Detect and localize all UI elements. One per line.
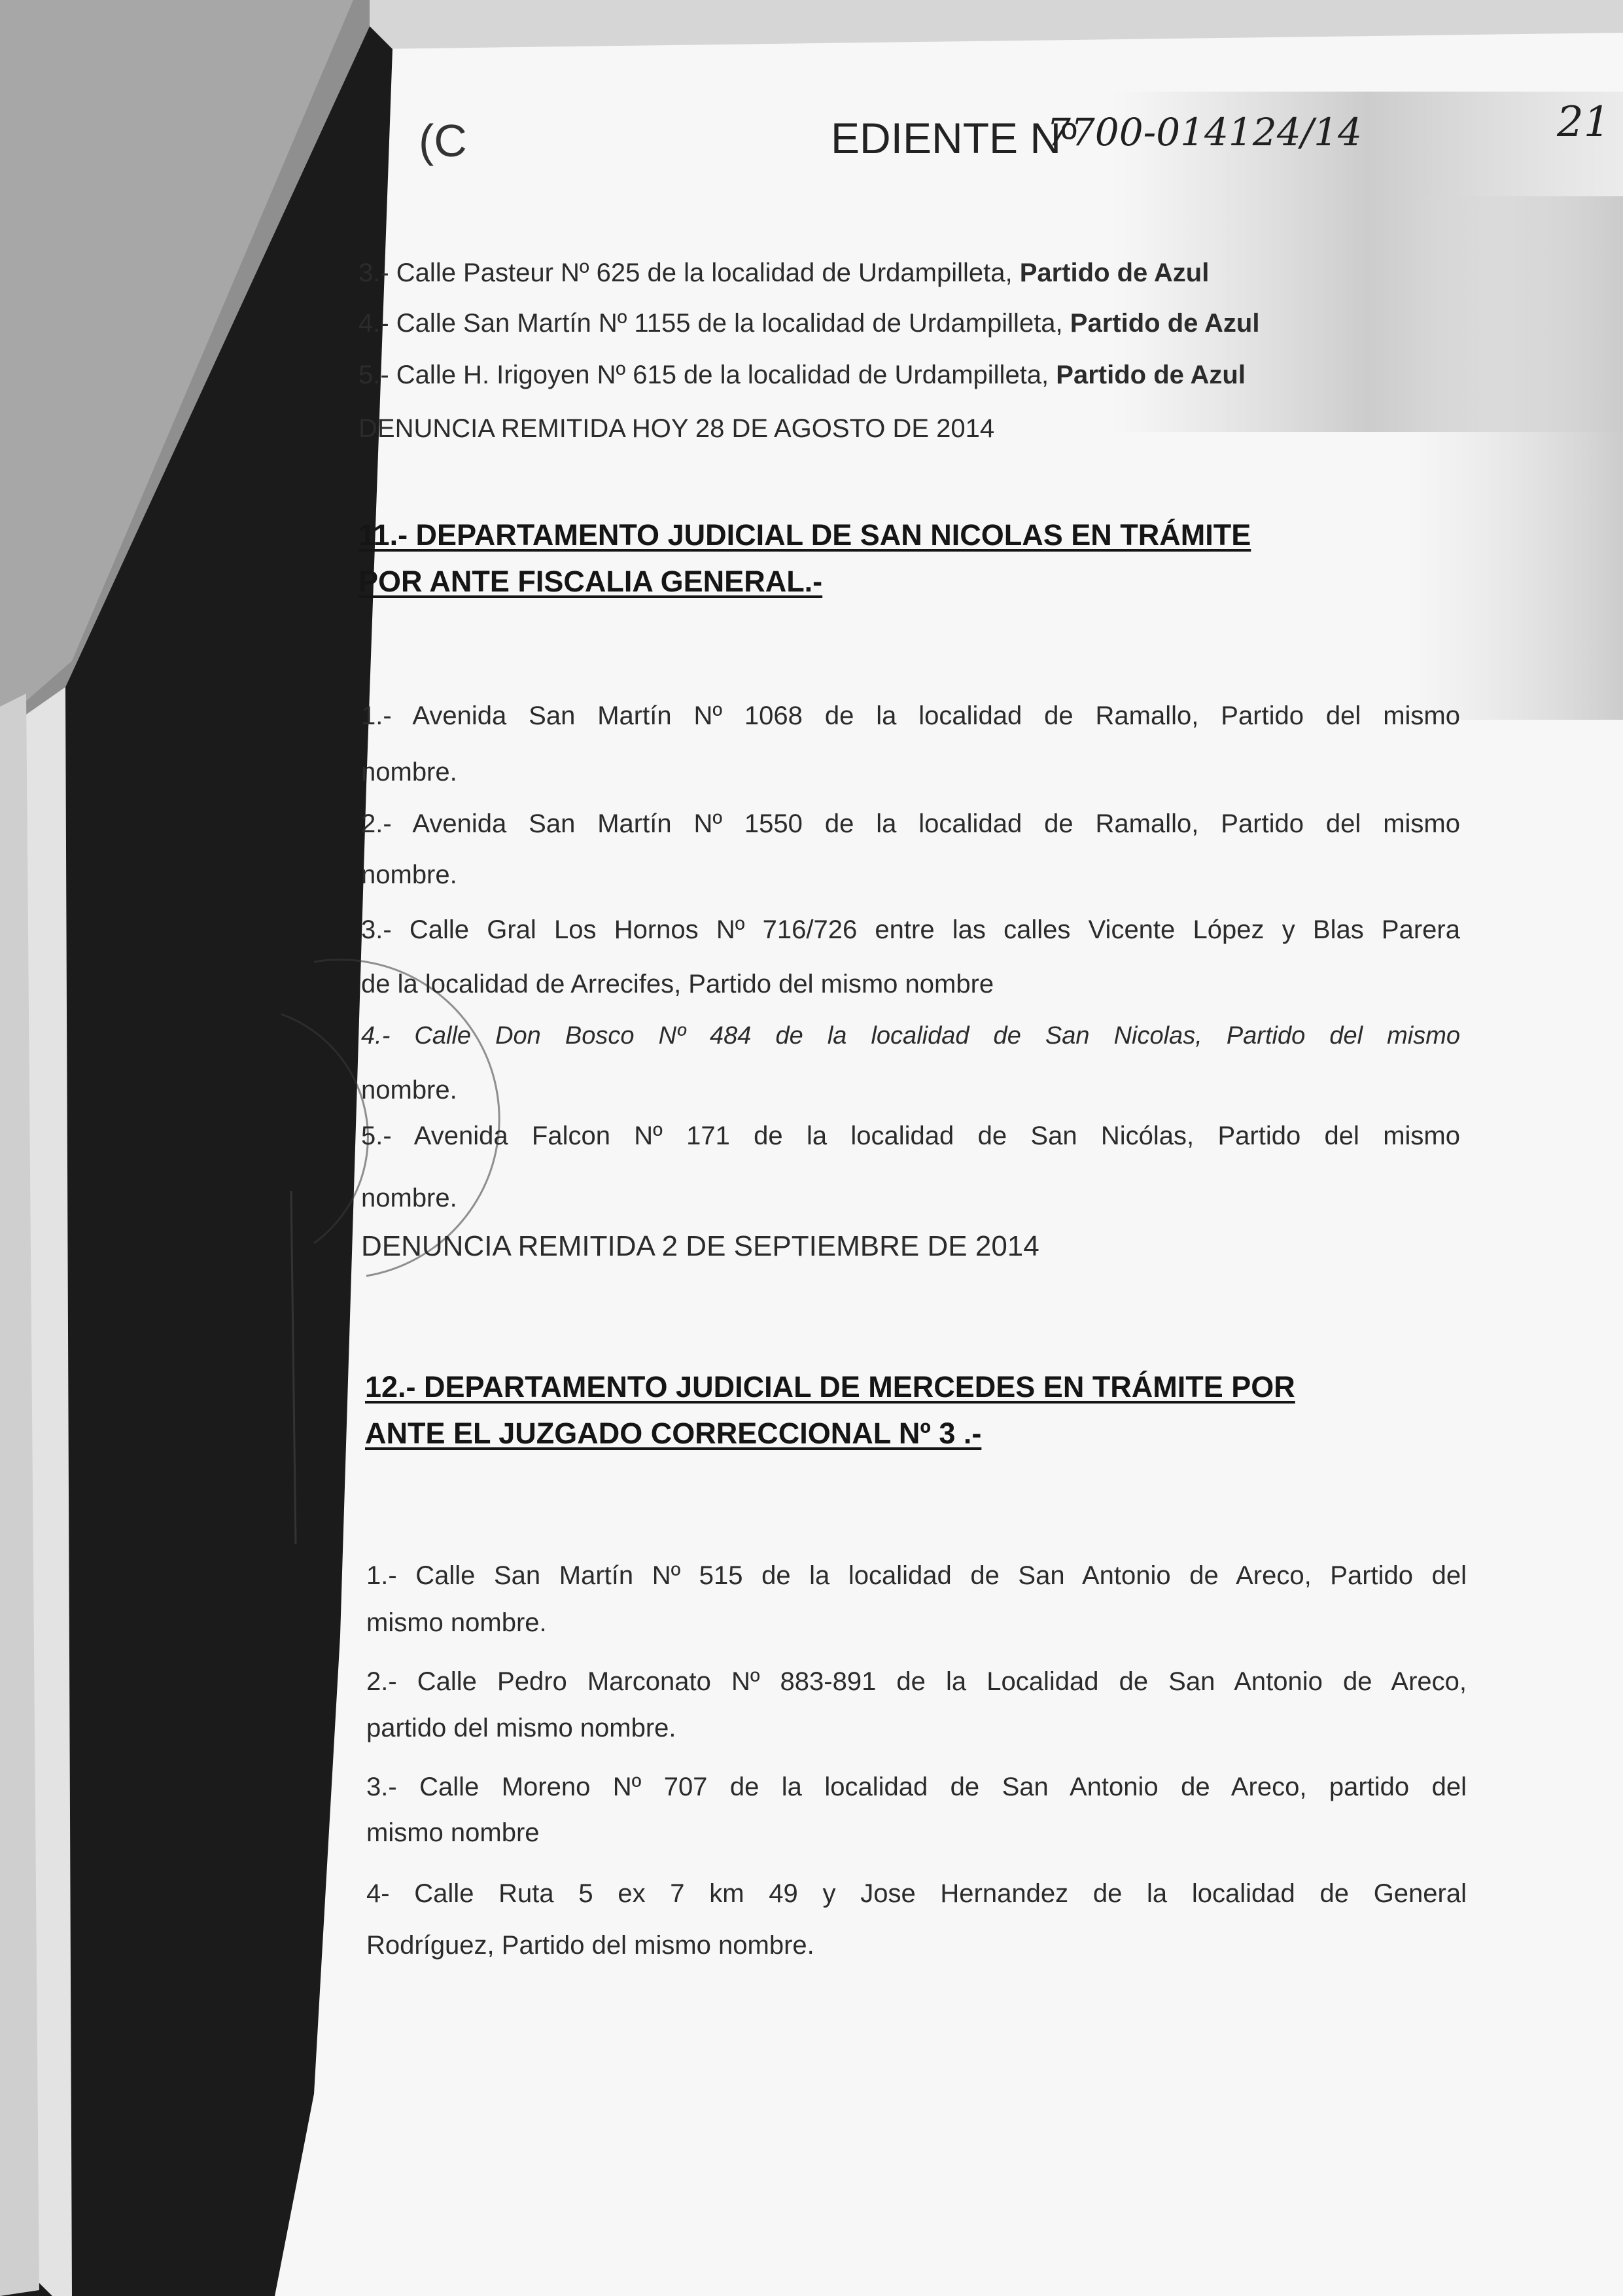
list-item: mismo nombre bbox=[366, 1818, 540, 1847]
list-item: Rodríguez, Partido del mismo nombre. bbox=[366, 1931, 814, 1960]
header-left-mark: (C bbox=[419, 115, 467, 166]
list-item: 2.- Avenida San Martín Nº 1550 de la localidad de Ramallo, Partido del mismo bbox=[361, 809, 1460, 838]
item-text: 4.- Calle San Martín Nº 1155 de la localidad de Urdampilleta, bbox=[358, 309, 1070, 338]
item-text: 3.- Calle Pasteur Nº 625 de la localidad de Urdampilleta, bbox=[358, 258, 1020, 287]
list-item: 3.- Calle Gral Los Hornos Nº 716/726 entre las calles Vicente López y Blas Parera bbox=[361, 915, 1460, 944]
list-item: nombre. bbox=[361, 758, 457, 786]
item-partido: Partido de Azul bbox=[1056, 361, 1246, 389]
section12-title: 12.- DEPARTAMENTO JUDICIAL DE MERCEDES EN TRÁMITE POR bbox=[365, 1370, 1295, 1404]
list-item: nombre. bbox=[361, 860, 457, 889]
list-item: 1.- Avenida San Martín Nº 1068 de la localidad de Ramallo, Partido del mismo bbox=[361, 701, 1460, 730]
item-text: 5.- Calle H. Irigoyen Nº 615 de la localidad de Urdampilleta, bbox=[358, 361, 1056, 389]
prev-note: DENUNCIA REMITIDA HOY 28 DE AGOSTO DE 2014 bbox=[358, 414, 995, 443]
list-item: nombre. bbox=[361, 1184, 457, 1212]
list-item: 5.- Avenida Falcon Nº 171 de la localidad de San Nicólas, Partido del mismo bbox=[361, 1122, 1460, 1150]
handwritten-expediente-number: 7700-014124/14 bbox=[1047, 110, 1362, 154]
header-printed: EDIENTE Nº bbox=[831, 114, 1077, 162]
prev-item bbox=[358, 260, 1209, 286]
section11-title: 11.- DEPARTAMENTO JUDICIAL DE SAN NICOLAS EN TRÁMITE bbox=[358, 518, 1251, 552]
item-partido: Partido de Azul bbox=[1019, 258, 1210, 287]
list-item: 4.- Calle Don Bosco Nº 484 de la localidad de San Nicolas, Partido del mismo bbox=[361, 1022, 1460, 1050]
handwritten-page-number: 21 bbox=[1557, 98, 1611, 147]
section11-title: POR ANTE FISCALIA GENERAL.- bbox=[358, 565, 823, 598]
list-item: 4- Calle Ruta 5 ex 7 km 49 y Jose Hernandez de la localidad de General bbox=[366, 1879, 1467, 1908]
section12-title: ANTE EL JUZGADO CORRECCIONAL Nº 3 .- bbox=[365, 1417, 982, 1450]
list-item: 2.- Calle Pedro Marconato Nº 883-891 de la Localidad de San Antonio de Areco, bbox=[366, 1667, 1467, 1696]
list-item: mismo nombre. bbox=[366, 1608, 547, 1637]
item-partido: Partido de Azul bbox=[1070, 309, 1260, 338]
prev-item bbox=[358, 310, 1259, 336]
list-item: nombre. bbox=[361, 1076, 457, 1104]
section11-note: DENUNCIA REMITIDA 2 DE SEPTIEMBRE DE 2014 bbox=[361, 1230, 1039, 1262]
list-item: de la localidad de Arrecifes, Partido del mismo nombre bbox=[361, 970, 994, 998]
list-item: 1.- Calle San Martín Nº 515 de la localidad de San Antonio de Areco, Partido del bbox=[366, 1561, 1467, 1590]
list-item: partido del mismo nombre. bbox=[366, 1714, 676, 1742]
list-item: 3.- Calle Moreno Nº 707 de la localidad de San Antonio de Areco, partido del bbox=[366, 1773, 1467, 1801]
prev-item bbox=[358, 362, 1246, 388]
